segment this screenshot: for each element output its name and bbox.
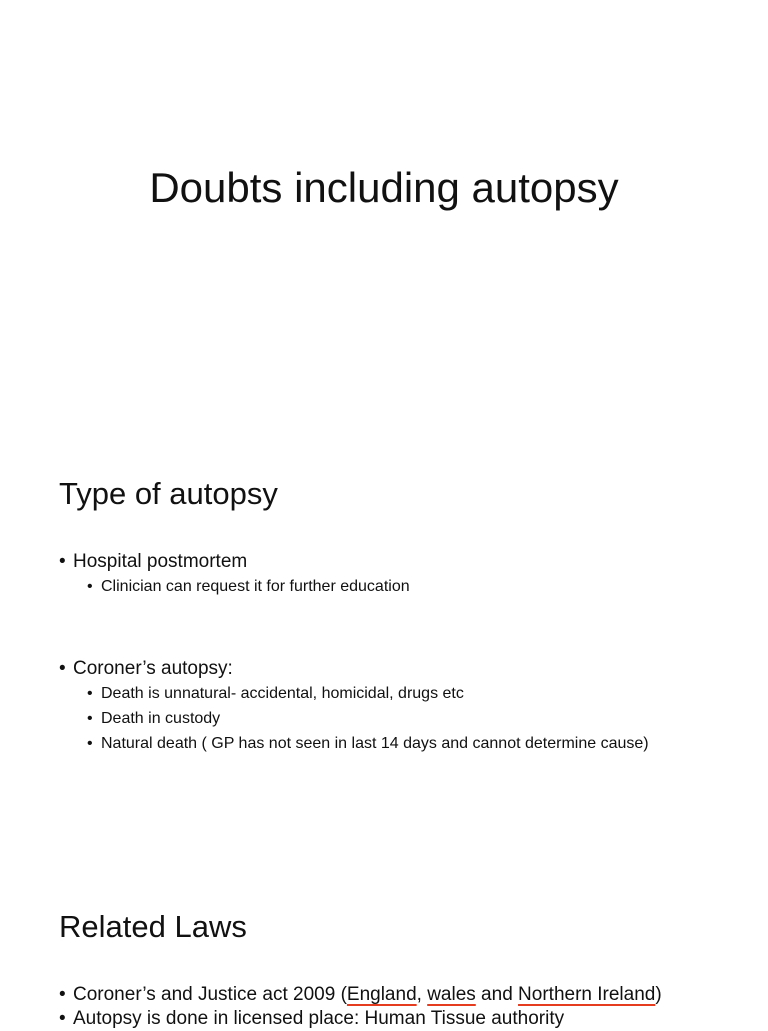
list-item [59,983,662,1007]
law-text: Coroner’s and Justice act 2009 ( [73,984,347,1005]
list-item [59,657,649,756]
sub-list-item: • Death in custody [87,706,649,731]
title-slide [0,0,768,432]
spellcheck-word: wales [427,984,476,1005]
sub-list [87,681,649,756]
bullet-text: Hospital postmortem [73,551,248,572]
law-text: , [416,984,428,1005]
sub-list [87,574,410,599]
coroner-autopsy-list [59,657,649,756]
list-item [59,550,410,599]
spellcheck-word: England [346,984,417,1005]
spellcheck-word: Northern Ireland [518,984,656,1005]
law-text: ) [655,984,662,1005]
hospital-postmortem-list [59,550,410,599]
bullet-text: Coroner’s autopsy: [73,658,233,679]
sub-list-item: • Clinician can request it for further education [87,574,410,599]
type-of-autopsy-heading: Type of autopsy [59,476,278,511]
sub-list-item: • Natural death ( GP has not seen in last 14 days and cannot determine cause) [87,731,649,756]
related-laws-heading: Related Laws [59,909,247,944]
sub-list-item: • Death is unnatural- accidental, homicidal, drugs etc [87,681,649,706]
slide-title: Doubts including autopsy [149,164,619,211]
list-item: • Autopsy is done in licensed place: Human Tissue authority [59,1007,662,1031]
law-text: and [475,984,519,1005]
